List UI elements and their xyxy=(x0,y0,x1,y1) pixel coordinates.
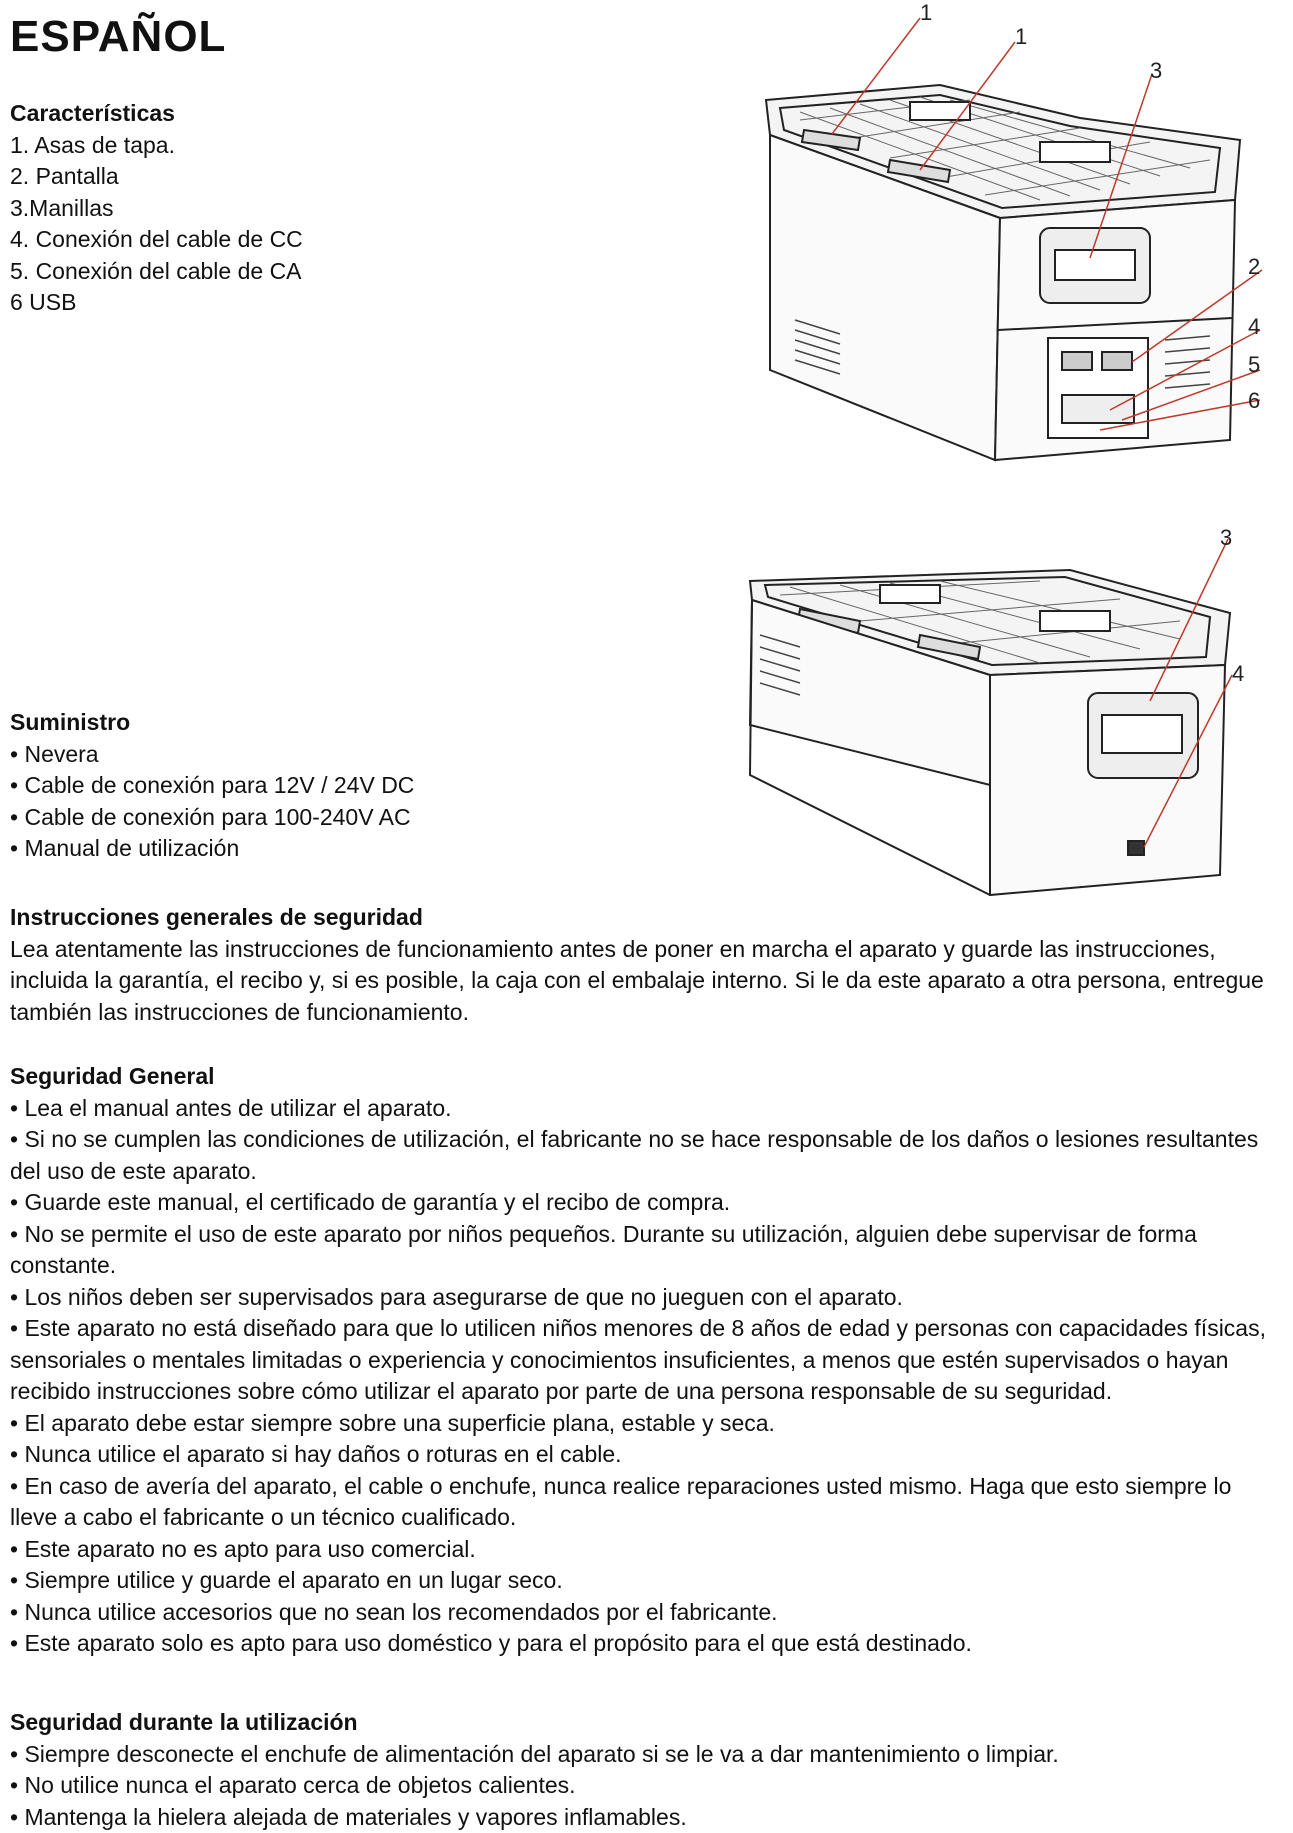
list-item: • Cable de conexión para 100-240V AC xyxy=(10,802,414,834)
list-item: • Siempre utilice y guarde el aparato en un lugar seco. xyxy=(10,1565,1280,1597)
list-item: • Nevera xyxy=(10,739,414,771)
list-item: • No utilice nunca el aparato cerca de objetos calientes. xyxy=(10,1770,1280,1802)
list-item: • Este aparato no es apto para uso comercial. xyxy=(10,1534,1280,1566)
list-item: • Lea el manual antes de utilizar el aparato. xyxy=(10,1093,1280,1125)
list-item: • Nunca utilice accesorios que no sean los recomendados por el fabricante. xyxy=(10,1597,1280,1629)
usage-safety-section xyxy=(10,1707,1280,1833)
list-item: 4. Conexión del cable de CC xyxy=(10,224,303,256)
callout-label: 4 xyxy=(1232,661,1244,686)
list-item: • Nunca utilice el aparato si hay daños o roturas en el cable. xyxy=(10,1439,1280,1471)
list-item: • El aparato debe estar siempre sobre una superficie plana, estable y seca. xyxy=(10,1408,1280,1440)
callout-label: 5 xyxy=(1248,352,1260,377)
usage-safety-heading: Seguridad durante la utilización xyxy=(10,1707,1280,1739)
list-item: 6 USB xyxy=(10,287,303,319)
list-item: • Manual de utilización xyxy=(10,833,414,865)
list-item: • Este aparato solo es apto para uso doméstico y para el propósito para el que está destinado. xyxy=(10,1628,1280,1660)
callout-label: 6 xyxy=(1248,388,1260,413)
general-instructions-section xyxy=(10,902,1280,1028)
general-safety-list xyxy=(10,1093,1280,1660)
list-item: 1. Asas de tapa. xyxy=(10,130,303,162)
callout-label: 1 xyxy=(920,0,932,25)
list-item: • Los niños deben ser supervisados para asegurarse de que no jueguen con el aparato. xyxy=(10,1282,1280,1314)
list-item: • Siempre desconecte el enchufe de alimentación del aparato si se le va a dar mantenimiento o limpiar. xyxy=(10,1739,1280,1771)
list-item: 2. Pantalla xyxy=(10,161,303,193)
features-section xyxy=(10,98,303,319)
callout-label: 2 xyxy=(1248,254,1260,279)
callout-label: 3 xyxy=(1150,58,1162,83)
supply-heading: Suministro xyxy=(10,707,414,739)
general-safety-section xyxy=(10,1061,1280,1660)
general-instructions-text: Lea atentamente las instrucciones de funcionamiento antes de poner en marcha el aparato y guarde las instrucciones, incluida la garantía, el recibo y, si es posible, la caja con el embalaje interno. Si le da este aparato a otra persona, entregue también las instrucciones de funcionamiento. xyxy=(10,934,1280,1029)
features-heading: Características xyxy=(10,98,303,130)
list-item: • Este aparato no está diseñado para que lo utilicen niños menores de 8 años de edad y personas con capacidades físicas, sensoriales o mentales limitadas o experiencia y conocimientos insuficientes, a menos que estén supervisados o hayan recibido instrucciones sobre cómo utilizar el aparato por parte de una persona responsable de su seguridad. xyxy=(10,1313,1280,1408)
callout-label: 1 xyxy=(1015,24,1027,49)
page-title: ESPAÑOL xyxy=(10,12,226,62)
list-item: • No se permite el uso de este aparato por niños pequeños. Durante su utilización, alguien debe supervisar de forma constante. xyxy=(10,1219,1280,1282)
usage-safety-list xyxy=(10,1739,1280,1833)
list-item: • Si no se cumplen las condiciones de utilización, el fabricante no se hace responsable de los daños o lesiones resultantes del uso de este aparato. xyxy=(10,1124,1280,1187)
callout-label: 3 xyxy=(1220,525,1232,550)
supply-list xyxy=(10,739,414,865)
features-list xyxy=(10,130,303,319)
list-item: • Guarde este manual, el certificado de garantía y el recibo de compra. xyxy=(10,1187,1280,1219)
list-item: • Mantenga la hielera alejada de materiales y vapores inflamables. xyxy=(10,1802,1280,1833)
general-instructions-heading: Instrucciones generales de seguridad xyxy=(10,902,1280,934)
list-item: 5. Conexión del cable de CA xyxy=(10,256,303,288)
list-item: • Cable de conexión para 12V / 24V DC xyxy=(10,770,414,802)
fridge-front-illustration xyxy=(740,0,1270,480)
general-safety-heading: Seguridad General xyxy=(10,1061,1280,1093)
list-item: • En caso de avería del aparato, el cable o enchufe, nunca realice reparaciones usted mismo. Haga que esto siempre lo lleve a cabo el fabricante o un técnico cualificado. xyxy=(10,1471,1280,1534)
list-item: 3.Manillas xyxy=(10,193,303,225)
callout-label: 4 xyxy=(1248,314,1260,339)
fridge-side-illustration xyxy=(740,525,1270,925)
supply-section xyxy=(10,707,414,865)
